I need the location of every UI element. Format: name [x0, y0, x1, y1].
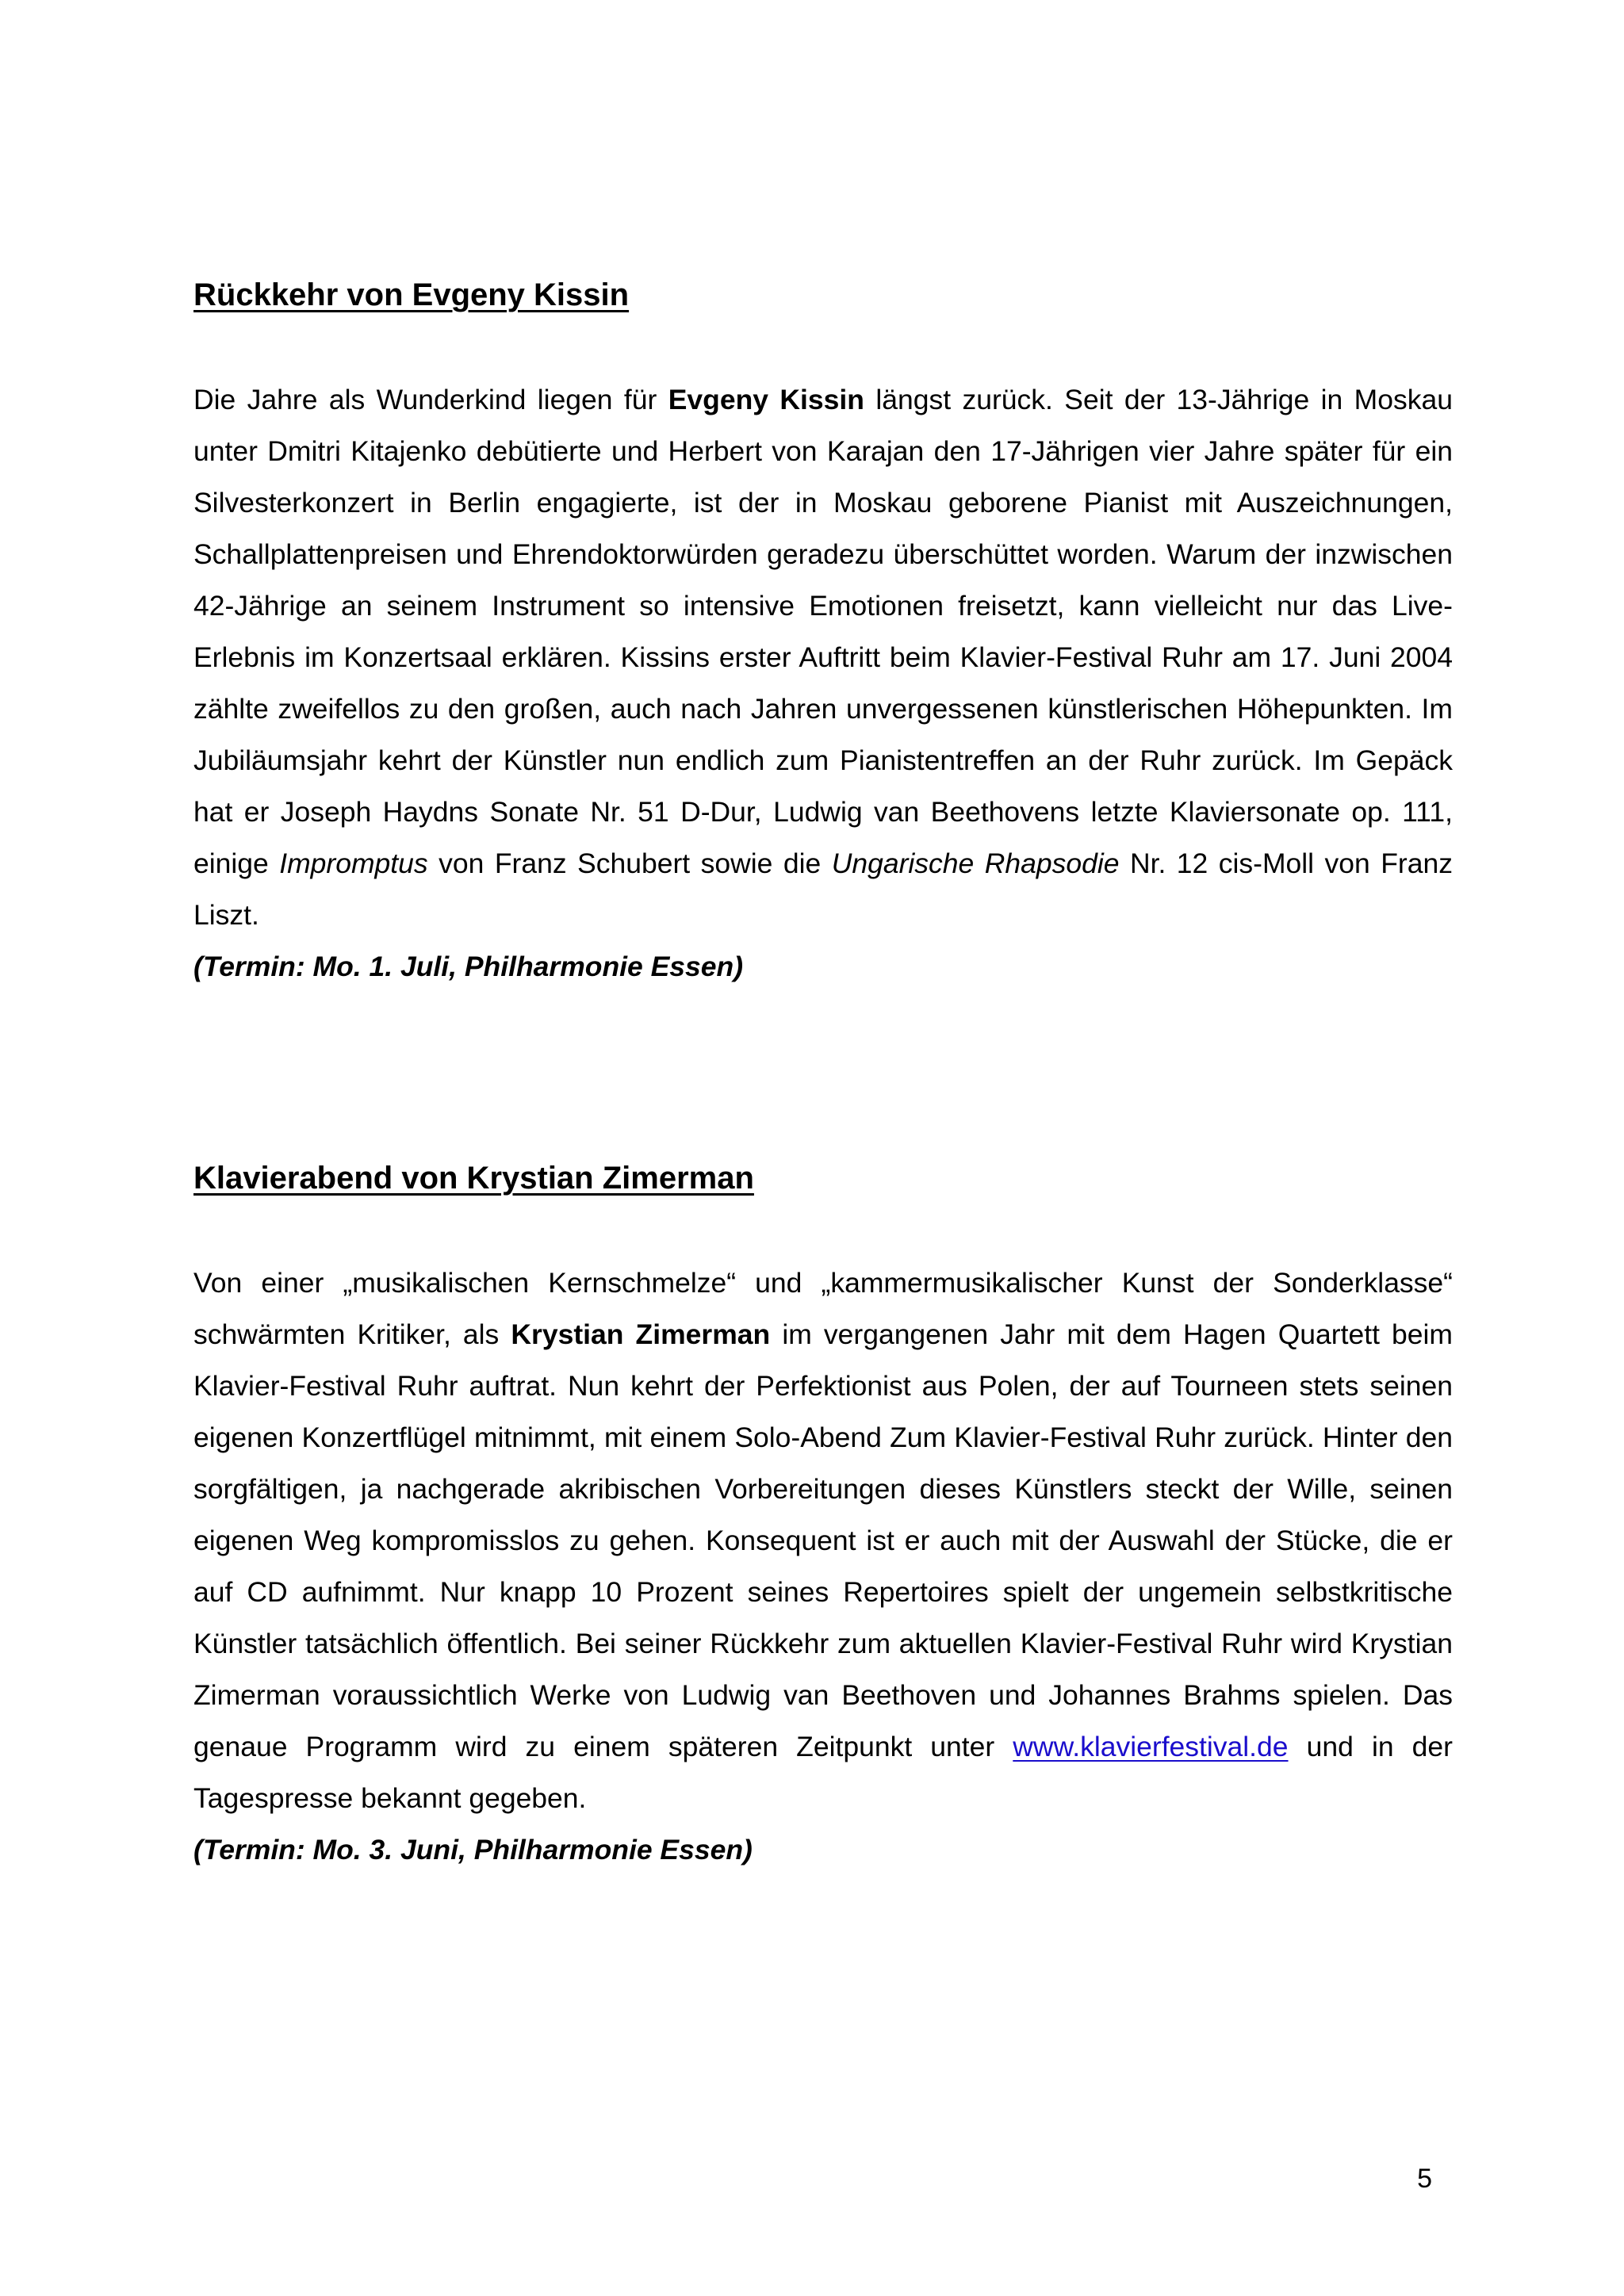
section-body-zimerman: [193, 1257, 1453, 1824]
text-run: Von einer „musikalischen Kernschmelze“ und „kammermusikalischer Kunst der Sonderklasse“ schwärmten Kritiker, als: [193, 1267, 1453, 1350]
work-title-impromptus: Impromptus: [279, 848, 428, 879]
text-run: im vergangenen Jahr mit dem Hagen Quartett beim Klavier-Festival Ruhr auftrat. Nun kehrt der Perfektionist aus Polen, der auf Tourneen stets seinen eigenen Konzertflügel mitnimmt, mit einem Solo-Abend Zum Klavier-Festival Ruhr zurück. Hinter den sorgfältigen, ja nachgerade akribischen Vorbereitungen dieses Künstlers steckt der Wille, seinen eigenen Weg kompromisslos zu gehen. Konsequent ist er auch mit der Auswahl der Stücke, die er auf CD aufnimmt. Nur knapp 10 Prozent seines Repertoires spielt der ungemein selbstkritische Künstler tatsächlich öffentlich. Bei seiner Rückkehr zum aktuellen Klavier-Festival Ruhr wird Krystian Zimerman voraussichtlich Werke von Ludwig van Beethoven und Johannes Brahms spielen. Das genaue Programm wird zu einem späteren Zeitpunkt unter: [193, 1318, 1453, 1762]
text-run: Nr. 12 cis-Moll von Franz Liszt.: [193, 848, 1453, 931]
work-title-rhapsodie: Ungarische Rhapsodie: [831, 848, 1120, 879]
concert-date-kissin: (Termin: Mo. 1. Juli, Philharmonie Essen): [193, 951, 744, 982]
artist-name-kissin: Evgeny Kissin: [668, 384, 864, 415]
page-number: 5: [1417, 2164, 1432, 2194]
artist-name-zimerman: Krystian Zimerman: [511, 1318, 771, 1350]
section-zimerman: [193, 1158, 1453, 1876]
text-run: längst zurück. Seit der 13-Jährige in Moskau unter Dmitri Kitajenko debütierte und Herbert von Karajan den 17-Jährigen vier Jahre später für ein Silvesterkonzert in Berlin engagierte, ist der in Moskau geborene Pianist mit Auszeichnungen, Schallplattenpreisen und Ehrendoktorwürden geradezu überschüttet worden. Warum der inzwischen 42-Jährige an seinem Instrument so intensive Emotionen freisetzt, kann vielleicht nur das Live-Erlebnis im Konzertsaal erklären. Kissins erster Auftritt beim Klavier-Festival Ruhr am 17. Juni 2004 zählte zweifellos zu den großen, auch nach Jahren unvergessenen künstlerischen Höhepunkten. Im Jubiläumsjahr kehrt der Künstler nun endlich zum Pianistentreffen an der Ruhr zurück. Im Gepäck hat er Joseph Haydns Sonate Nr. 51 D-Dur, Ludwig van Beethovens letzte Klaviersonate op. 111, einige: [193, 384, 1453, 879]
text-run: und in der Tagespresse bekannt gegeben.: [193, 1731, 1453, 1814]
text-run: Die Jahre als Wunderkind liegen für: [193, 384, 668, 415]
section-heading-kissin: Rückkehr von Evgeny Kissin: [193, 277, 630, 312]
section-body-kissin: [193, 374, 1453, 941]
section-kissin: [193, 274, 1453, 993]
festival-website-link[interactable]: www.klavierfestival.de: [1013, 1731, 1289, 1762]
concert-date-zimerman: (Termin: Mo. 3. Juni, Philharmonie Essen): [193, 1834, 753, 1866]
text-run: von Franz Schubert sowie die: [427, 848, 832, 879]
section-heading-zimerman: Klavierabend von Krystian Zimerman: [193, 1161, 754, 1196]
